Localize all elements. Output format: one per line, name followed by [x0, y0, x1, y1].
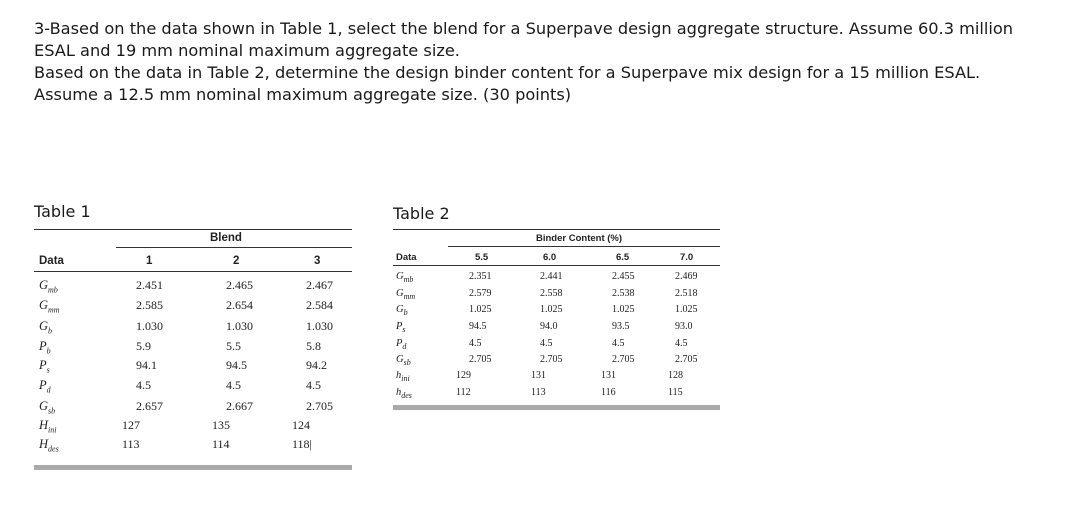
table-top-rule	[34, 229, 352, 230]
table-cell: 4.5	[306, 378, 321, 392]
row-symbol: $P_d$	[39, 378, 51, 395]
table-cell: 114	[212, 437, 230, 451]
table2-caption: Table 2	[393, 204, 450, 223]
row-symbol: $G_{sb}$	[39, 399, 56, 416]
table-cell: 112	[456, 387, 471, 398]
table-cell: 2.705	[612, 354, 635, 365]
table-cell: 5.9	[136, 339, 151, 353]
row-symbol: $P_d$	[396, 338, 407, 352]
row-symbol: $H_{ini}$	[39, 418, 57, 435]
table-cell: 115	[668, 387, 683, 398]
table2-group-header: Binder Content (%)	[536, 233, 623, 244]
table-cell: 93.0	[675, 321, 693, 332]
table-cell: 4.5	[612, 338, 625, 349]
table1-col-header: 3	[314, 255, 321, 267]
row-symbol: $h_{des}$	[396, 387, 412, 401]
table-bottom-bar	[34, 465, 352, 470]
table1-col-header: 2	[233, 255, 240, 267]
table-cell: 118|	[292, 437, 312, 451]
table-header-rule	[393, 265, 720, 266]
table-cell: 94.5	[226, 358, 247, 372]
table-cell: 2.579	[469, 288, 492, 299]
table-cell: 94.0	[540, 321, 558, 332]
table-cell: 4.5	[675, 338, 688, 349]
row-symbol: $G_b$	[39, 319, 53, 336]
table-bottom-bar	[393, 405, 720, 410]
table-cell: 2.451	[136, 278, 163, 292]
table-group-rule	[116, 247, 352, 248]
table-cell: 1.025	[540, 304, 563, 315]
row-symbol: $G_{mb}$	[39, 278, 58, 295]
table1-group-header: Blend	[210, 232, 242, 244]
table1	[34, 229, 352, 471]
question-line: Assume a 12.5 mm nominal maximum aggregate size. (30 points)	[34, 85, 572, 104]
table-cell: 5.8	[306, 339, 321, 353]
table-cell: 2.667	[226, 399, 253, 413]
table-cell: 94.1	[136, 358, 157, 372]
table-cell: 4.5	[469, 338, 482, 349]
question-line: Based on the data in Table 2, determine the design binder content for a Superpave mix design for a 15 million ESAL.	[34, 63, 981, 82]
table-cell: 129	[456, 370, 471, 381]
table-cell: 127	[122, 418, 140, 432]
table-cell: 128	[668, 370, 683, 381]
table-cell: 2.584	[306, 298, 333, 312]
table-cell: 113	[531, 387, 546, 398]
row-symbol: $P_s$	[39, 358, 50, 375]
table-top-rule	[393, 229, 720, 230]
table1-caption: Table 1	[34, 202, 91, 221]
table-cell: 94.5	[469, 321, 487, 332]
table-cell: 2.657	[136, 399, 163, 413]
question-line: 3-Based on the data shown in Table 1, select the blend for a Superpave design aggregate structure. Assume 60.3 million	[34, 19, 1014, 38]
table-cell: 2.705	[469, 354, 492, 365]
table-cell: 4.5	[226, 378, 241, 392]
row-symbol: $P_b$	[39, 339, 51, 356]
table-cell: 2.469	[675, 271, 698, 282]
table-cell: 113	[122, 437, 140, 451]
question-line: ESAL and 19 mm nominal maximum aggregate size.	[34, 41, 460, 60]
table1-data-header: Data	[39, 255, 64, 267]
table-cell: 2.558	[540, 288, 563, 299]
table-cell: 124	[292, 418, 310, 432]
table-cell: 5.5	[226, 339, 241, 353]
table-cell: 2.705	[675, 354, 698, 365]
table-cell: 2.467	[306, 278, 333, 292]
table-cell: 2.585	[136, 298, 163, 312]
table-cell: 4.5	[136, 378, 151, 392]
table-cell: 1.030	[136, 319, 163, 333]
table-group-rule	[448, 246, 720, 247]
table-cell: 4.5	[540, 338, 553, 349]
table-cell: 116	[601, 387, 616, 398]
row-symbol: $G_b$	[396, 304, 408, 318]
table-cell: 2.518	[675, 288, 698, 299]
table-cell: 131	[531, 370, 546, 381]
table2-col-header: 6.5	[616, 252, 630, 263]
row-symbol: $G_{mm}$	[39, 298, 60, 315]
table2-col-header: 7.0	[680, 252, 694, 263]
table-cell: 2.538	[612, 288, 635, 299]
table1-col-header: 1	[146, 255, 153, 267]
table-cell: 1.030	[306, 319, 333, 333]
table2-col-header: 5.5	[475, 252, 489, 263]
table-cell: 2.465	[226, 278, 253, 292]
table-cell: 2.441	[540, 271, 563, 282]
table-cell: 2.705	[540, 354, 563, 365]
table-cell: 1.025	[469, 304, 492, 315]
row-symbol: $G_{mb}$	[396, 271, 414, 285]
table-cell: 2.351	[469, 271, 492, 282]
row-symbol: $G_{sb}$	[396, 354, 411, 368]
table-cell: 94.2	[306, 358, 327, 372]
table-cell: 2.654	[226, 298, 253, 312]
table-cell: 1.025	[675, 304, 698, 315]
table-cell: 1.030	[226, 319, 253, 333]
table-cell: 1.025	[612, 304, 635, 315]
table-cell: 135	[212, 418, 230, 432]
table-cell: 93.5	[612, 321, 630, 332]
question-text	[34, 18, 1054, 106]
row-symbol: $G_{mm}$	[396, 288, 416, 302]
table-header-rule	[34, 271, 352, 272]
table-cell: 131	[601, 370, 616, 381]
table-cell: 2.705	[306, 399, 333, 413]
table2-data-header: Data	[396, 252, 417, 263]
row-symbol: $h_{ini}$	[396, 370, 410, 384]
table2-col-header: 6.0	[543, 252, 557, 263]
table-cell: 2.455	[612, 271, 635, 282]
row-symbol: $P_s$	[396, 321, 406, 335]
row-symbol: $H_{des}$	[39, 437, 59, 454]
table2	[393, 229, 720, 414]
